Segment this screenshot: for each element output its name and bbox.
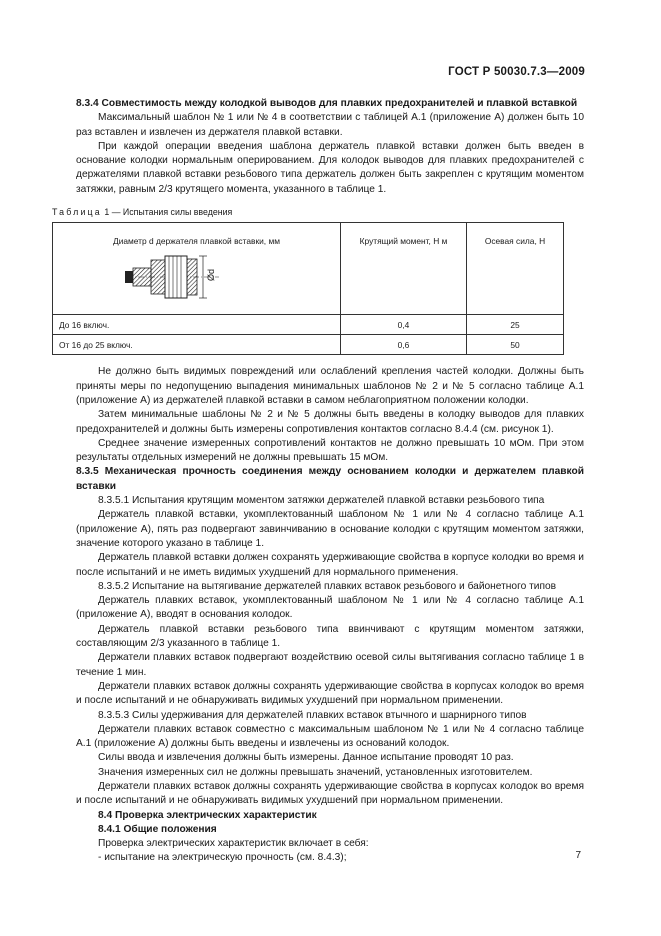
table-row (53, 335, 564, 355)
document-code: ГОСТ Р 50030.7.3—2009 (448, 66, 585, 78)
figure-dimension-label: Ød (206, 269, 216, 282)
paragraph: Максимальный шаблон № 1 или № 4 в соответствии с таблицей А.1 (приложение А) должен быть 10 раз вставлен и извлечен из держателя плавкой вставки. (76, 112, 584, 138)
table-cell: 0,4 (341, 315, 467, 335)
page-content (52, 97, 584, 866)
subsection-8-3-5-2-title: 8.3.5.2 Испытание на вытягивание держателей плавких вставок резьбового и байонетного типов (98, 580, 557, 592)
table-header-torque: Крутящий момент, Н м (341, 223, 467, 315)
paragraph: Держатели плавких вставок должны сохранять удерживающие свойства в корпусах колодок во время и после испытаний и не обнаруживать видимых ухудшений при нормальном применении. (76, 780, 584, 807)
post-table-text (76, 365, 584, 865)
paragraph: При каждой операции введения шаблона держатель плавкой вставки должен быть введен в основание колодки нормальным оперированием. Для колодок выводов для плавких предохранителей с держателями плавкой вставки резьбового типа держатель должен быть закреплен с крутящим моментом затяжки, равным 2/3 крутящего момента, указанного в таблице 1. (76, 140, 584, 195)
paragraph: Затем минимальные шаблоны № 2 и № 5 должны быть введены в колодку выводов для плавких предохранителей и должны быть измерены сопротивления контактов согласно 8.4.4 (см. рисунок 1). (76, 409, 584, 435)
section-8-3-4-heading: 8.3.4 Совместимость между колодкой выводов для плавких предохранителей и плавкой вставкой (76, 98, 578, 109)
subsection-8-3-5-1-title: 8.3.5.1 Испытания крутящим моментом затяжки держателей плавкой вставки резьбового типа (98, 495, 545, 507)
paragraph: Держатель плавкой вставки, укомплектованный шаблоном № 1 или № 4 согласно таблице А.1 (приложение А), пять раз подвергают завинчиванию в основание колодки с крутящим моментом затяжки, значение которого указано в таблице 1. (76, 509, 584, 549)
table-cell: 50 (467, 335, 564, 355)
section-8-4-1-heading: 8.4.1 Общие положения (98, 823, 217, 835)
table-header-row (53, 223, 564, 315)
list-item: - испытание на электрическую прочность (см. 8.4.3); (98, 852, 347, 864)
table-row (53, 315, 564, 335)
section-8-4-heading: 8.4 Проверка электрических характеристик (98, 809, 317, 821)
header-diameter-text: Диаметр d держателя плавкой вставки, мм (113, 236, 280, 247)
paragraph: Держатель плавкой вставки резьбового типа ввинчивают с крутящим моментом затяжки, составляющим 2/3 указанного в таблице 1. (76, 623, 584, 650)
paragraph: Держатели плавких вставок должны сохранять удерживающие свойства в корпусах колодок во время и после испытаний и не обнаруживать видимых ухудшений при нормальном применении. (76, 680, 584, 707)
paragraph: Держатель плавкой вставки должен сохранять удерживающие свойства в корпусе колодки во время и после испытаний и не иметь видимых ухудшений для нормального применения. (76, 552, 584, 578)
table-header-diameter (53, 223, 341, 315)
table-header-force: Осевая сила, Н (467, 223, 564, 315)
paragraph: Не должно быть видимых повреждений или ослаблений крепления частей колодки. Должны быть приняты меры по недопущению выпадения минимальных шаблонов № 2 и № 5 согласно таблице А.1 (приложение А) из держателей плавкой вставки в самом неблагоприятном положении колодки. (76, 366, 584, 406)
paragraph: Держатели плавких вставок совместно с максимальным шаблоном № 1 или № 4 согласно таблице А.1 (приложение А) должны быть введены и извлечены из оснований колодок. (76, 723, 584, 750)
fuse-holder-figure (115, 251, 231, 299)
paragraph: Проверка электрических характеристик включает в себя: (98, 838, 369, 850)
table-cell: До 16 включ. (53, 315, 341, 335)
table-caption-text: 1 — Испытания силы введения (104, 207, 233, 218)
subsection-8-3-5-3-title: 8.3.5.3 Силы удерживания для держателей плавких вставок втычного и шарнирного типов (98, 709, 527, 721)
paragraph: Держатели плавких вставок подвергают воздействию осевой силы вытягивания согласно таблице 1 в течение 1 мин. (76, 652, 584, 678)
paragraph: Среднее значение измеренных сопротивлений контактов не должно превышать 10 мОм. При этом результаты отдельных измерений не должны превышать 15 мОм. (76, 437, 584, 464)
paragraph: Силы ввода и извлечения должны быть измерены. Данное испытание проводят 10 раз. (98, 752, 514, 764)
table-caption-word: Таблица (52, 207, 102, 218)
paragraph: Значения измеренных сил не должны превышать значений, установленных изготовителем. (98, 766, 533, 778)
paragraph: Держатель плавких вставок, укомплектованный шаблоном № 1 или № 4 согласно таблице А.1 (приложение А), вводят в основания колодок. (76, 595, 584, 621)
section-8-3-5-heading: 8.3.5 Механическая прочность соединения между основанием колодки и держателем плавкой вставки (76, 466, 584, 492)
table-cell: 0,6 (341, 335, 467, 355)
insertion-force-table (52, 222, 564, 355)
table-cell: От 16 до 25 включ. (53, 335, 341, 355)
table-caption (52, 205, 584, 219)
page-number: 7 (575, 850, 581, 861)
table-cell: 25 (467, 315, 564, 335)
